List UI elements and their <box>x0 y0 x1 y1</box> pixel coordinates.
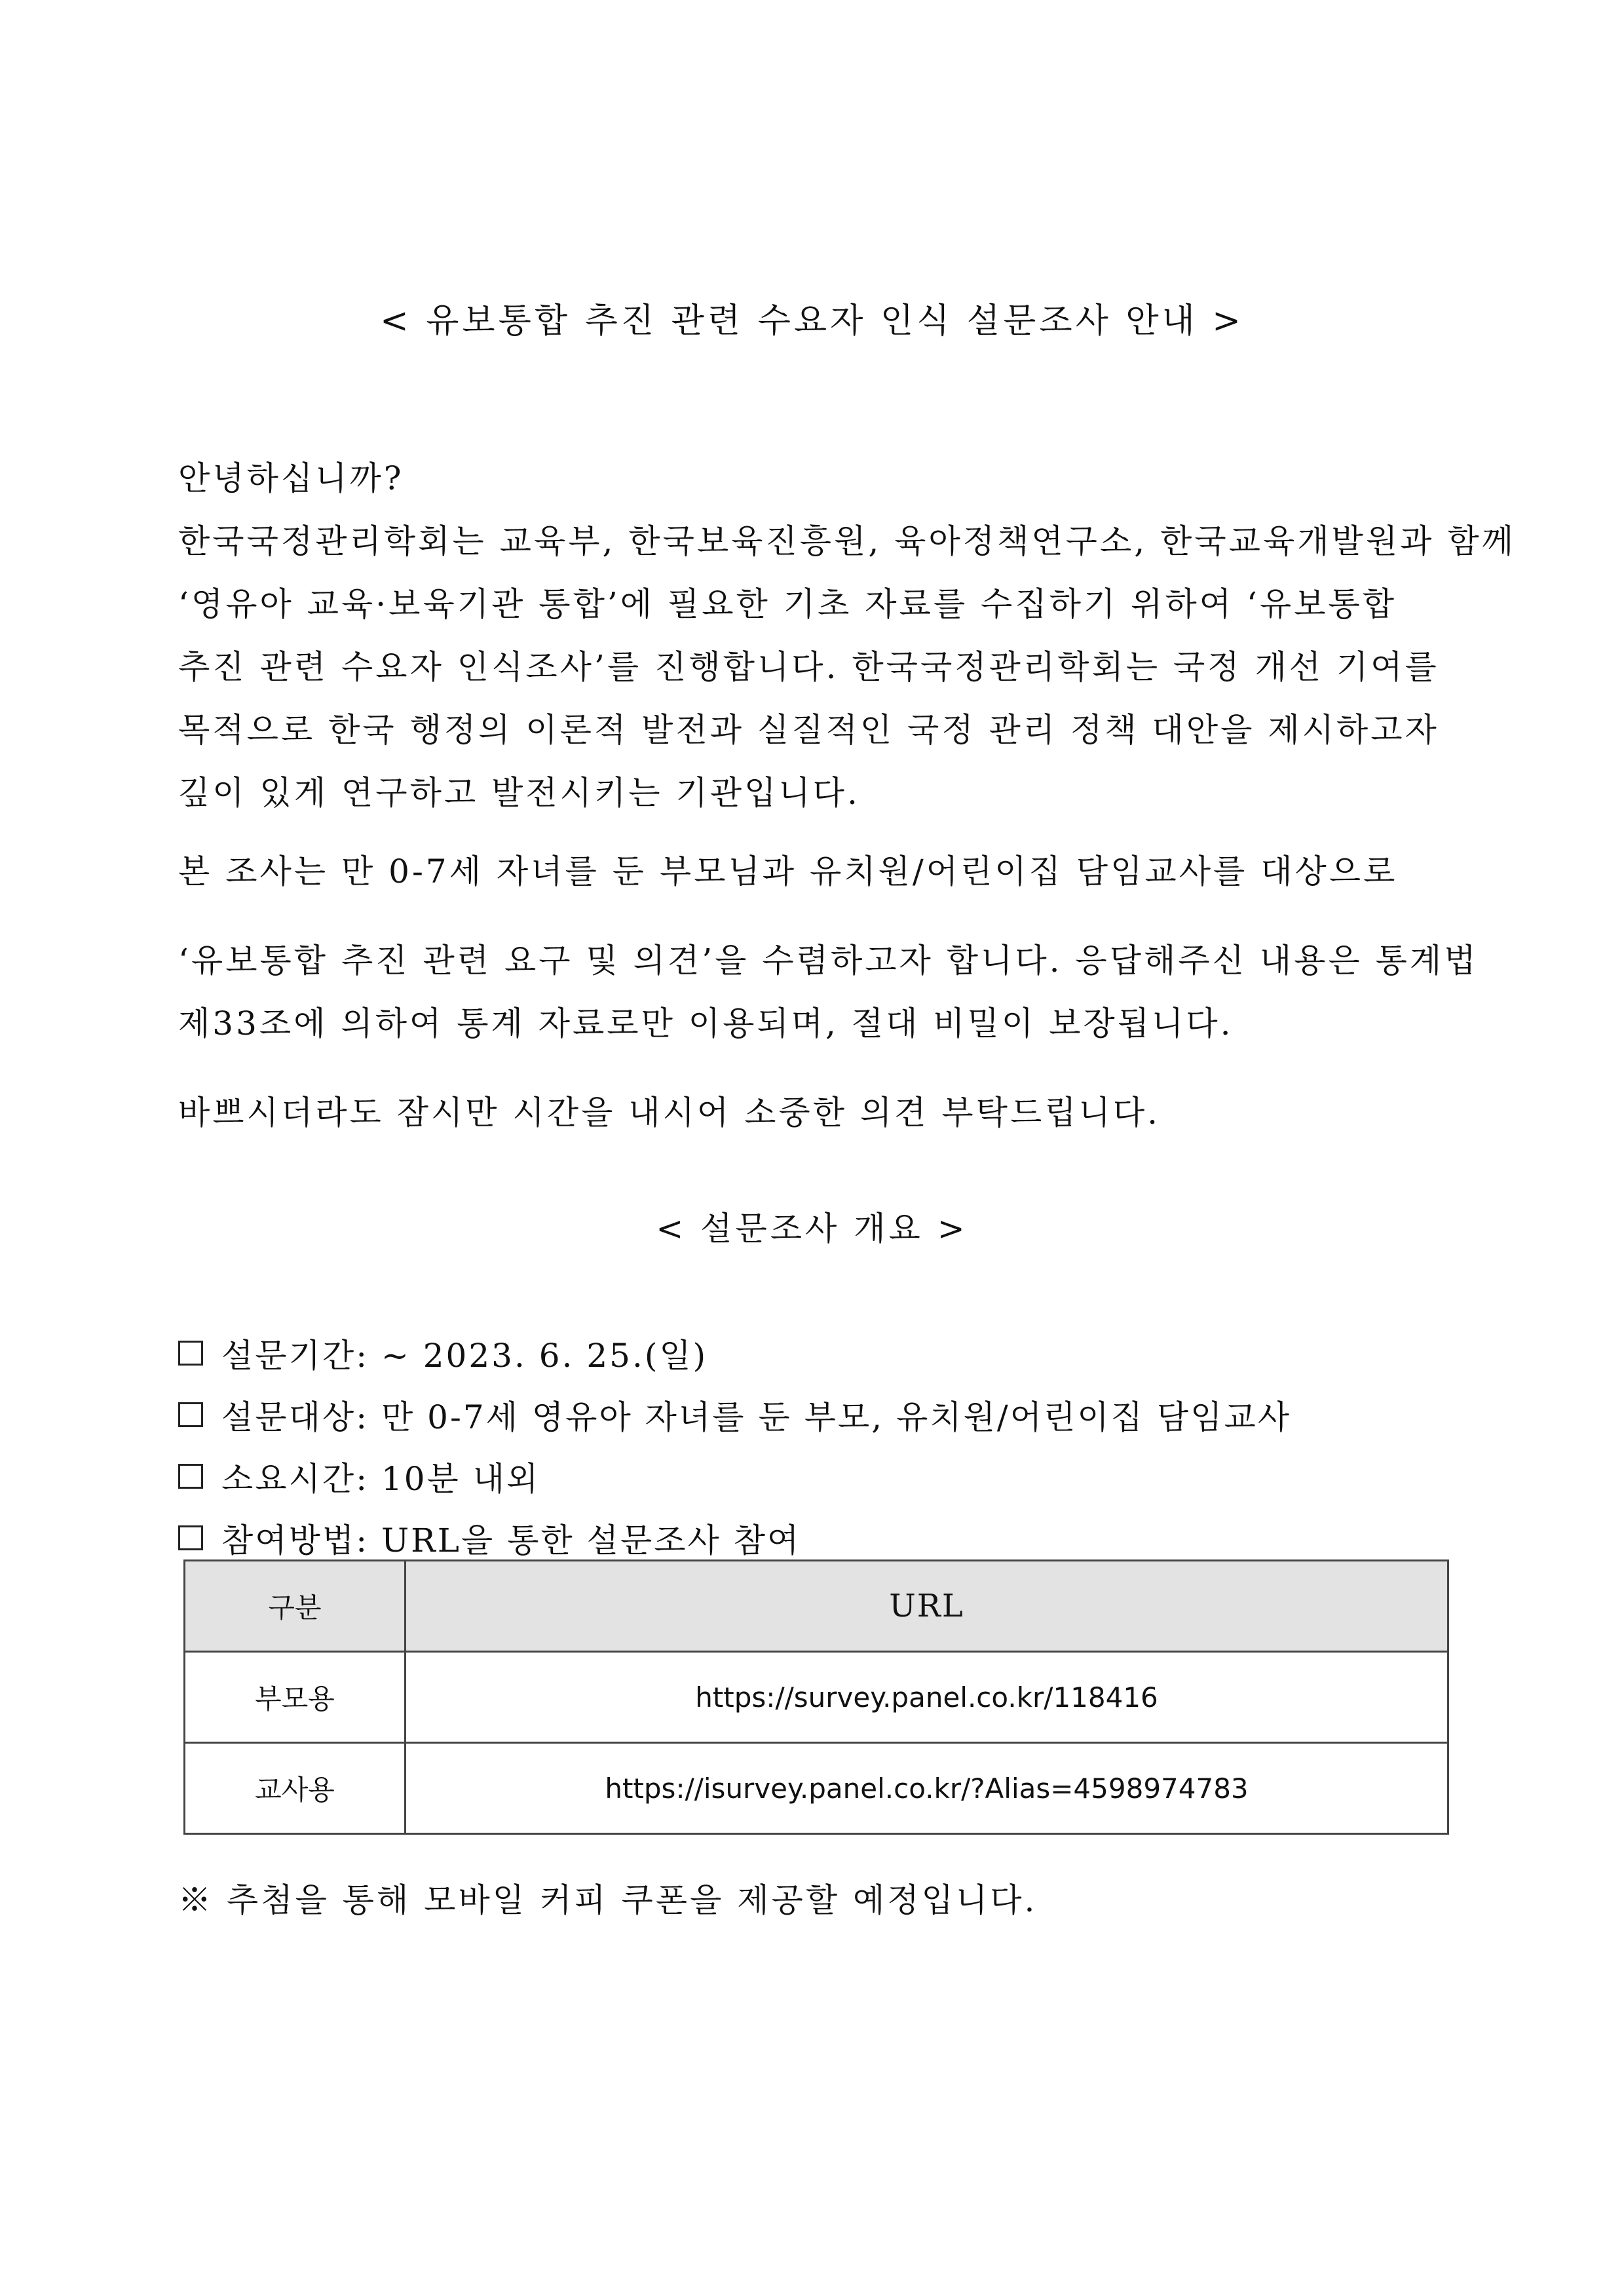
intro-line: 제33조에 의하여 통계 자료로만 이용되며, 절대 비밀이 보장됩니다. <box>178 1004 1234 1043</box>
intro-line: 한국국정관리학회는 교육부, 한국보육진흥원, 육아정책연구소, 한국교육개발원과 함께 <box>178 522 1516 560</box>
table-cell-category: 교사용 <box>185 1743 406 1834</box>
list-item-text: 소요시간: 10분 내외 <box>221 1460 540 1498</box>
checkbox-icon <box>178 1341 203 1366</box>
list-item-text: 설문기간: ~ 2023. 6. 25.(일) <box>221 1337 708 1375</box>
intro-paragraph-3 <box>178 929 1479 1055</box>
table-header-url: URL <box>406 1561 1448 1652</box>
coupon-note: ※ 추첨을 통해 모바일 커피 쿠폰을 제공할 예정입니다. <box>178 1881 1038 1919</box>
intro-line: 목적으로 한국 행정의 이론적 발전과 실질적인 국정 관리 정책 대안을 제시하고자 <box>178 711 1439 749</box>
list-item-text: 참여방법: URL을 통한 설문조사 참여 <box>221 1521 801 1559</box>
intro-line: 본 조사는 만 0-7세 자녀를 둔 부모님과 유치원/어린이집 담임교사를 대상으로 <box>178 852 1398 890</box>
list-item <box>178 1322 1462 1384</box>
parent-survey-link[interactable]: https://survey.panel.co.kr/118416 <box>406 1652 1448 1743</box>
overview-subtitle: < 설문조사 개요 > <box>656 1210 968 1248</box>
table-header-category: 구분 <box>185 1561 406 1652</box>
survey-url-table <box>183 1559 1449 1835</box>
intro-line: 추진 관련 수요자 인식조사’를 진행합니다. 한국국정관리학회는 국정 개선 기여를 <box>178 648 1439 686</box>
table-row <box>185 1652 1448 1743</box>
list-item-text: 설문대상: 만 0-7세 영유아 자녀를 둔 부모, 유치원/어린이집 담임교사 <box>221 1398 1292 1436</box>
intro-line: ‘영유아 교육·보육기관 통합’에 필요한 기초 자료를 수집하기 위하여 ‘유보통합 <box>178 585 1397 623</box>
intro-paragraph-2 <box>178 840 1462 903</box>
overview-list <box>178 1322 1462 1569</box>
table-row <box>185 1743 1448 1834</box>
intro-line: ‘유보통합 추진 관련 요구 및 의견’을 수렴하고자 합니다. 응답해주신 내용은 통계법 <box>178 942 1479 980</box>
intro-line: 바쁘시더라도 잠시만 시간을 내시어 소중한 의견 부탁드립니다. <box>178 1094 1161 1132</box>
intro-paragraph-4 <box>178 1081 1462 1144</box>
page-title: < 유보통합 추진 관련 수요자 인식 설문조사 안내 > <box>380 301 1244 341</box>
list-item <box>178 1445 1462 1507</box>
list-item <box>178 1384 1462 1445</box>
table-header-row <box>185 1561 1448 1652</box>
table-cell-category: 부모용 <box>185 1652 406 1743</box>
teacher-survey-link[interactable]: https://isurvey.panel.co.kr/?Alias=4598974783 <box>406 1743 1448 1834</box>
checkbox-icon <box>178 1464 203 1489</box>
checkbox-icon <box>178 1525 203 1550</box>
checkbox-icon <box>178 1402 203 1427</box>
intro-line: 깊이 있게 연구하고 발전시키는 기관입니다. <box>178 774 860 812</box>
intro-paragraph-1 <box>178 447 1516 824</box>
greeting-line: 안녕하십니까? <box>178 459 404 497</box>
